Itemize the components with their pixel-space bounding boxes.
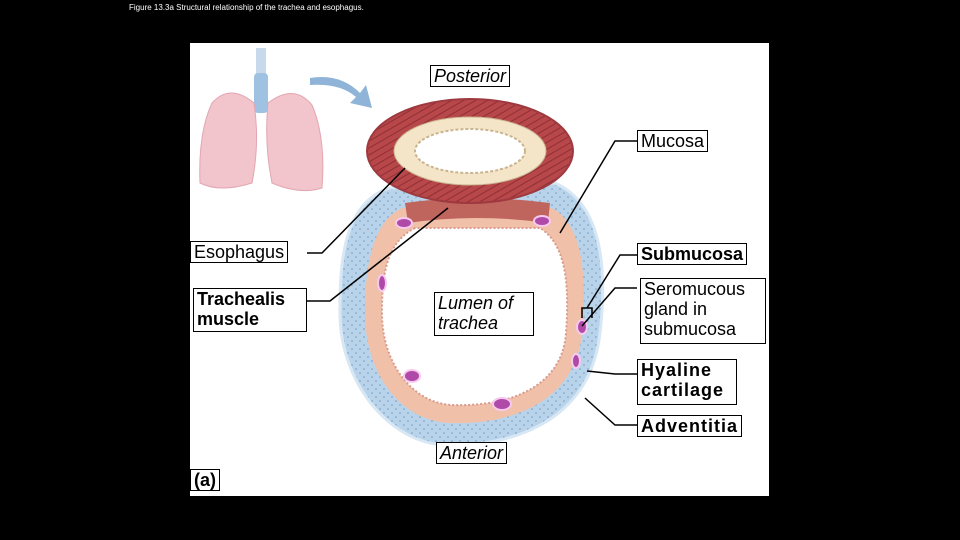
- label-hyaline-cartilage: Hyaline cartilage: [637, 359, 737, 405]
- panel-label: (a): [190, 469, 220, 491]
- figure-panel: [190, 43, 769, 496]
- lungs-thumbnail: [200, 48, 323, 191]
- label-anterior: Anterior: [436, 442, 507, 464]
- label-posterior: Posterior: [430, 65, 510, 87]
- label-trachealis-muscle: Trachealis muscle: [193, 288, 307, 332]
- label-esophagus: Esophagus: [190, 241, 288, 263]
- pointer-arrow: [310, 77, 372, 108]
- label-seromucous-gland: Seromucous gland in submucosa: [640, 278, 766, 344]
- figure-caption: Figure 13.3a Structural relationship of the trachea and esophagus.: [129, 3, 364, 12]
- label-mucosa: Mucosa: [637, 130, 708, 152]
- label-adventitia: Adventitia: [637, 415, 742, 437]
- label-submucosa: Submucosa: [637, 243, 747, 265]
- label-lumen-of-trachea: Lumen of trachea: [434, 292, 534, 336]
- esophagus-crosssection: [367, 99, 573, 203]
